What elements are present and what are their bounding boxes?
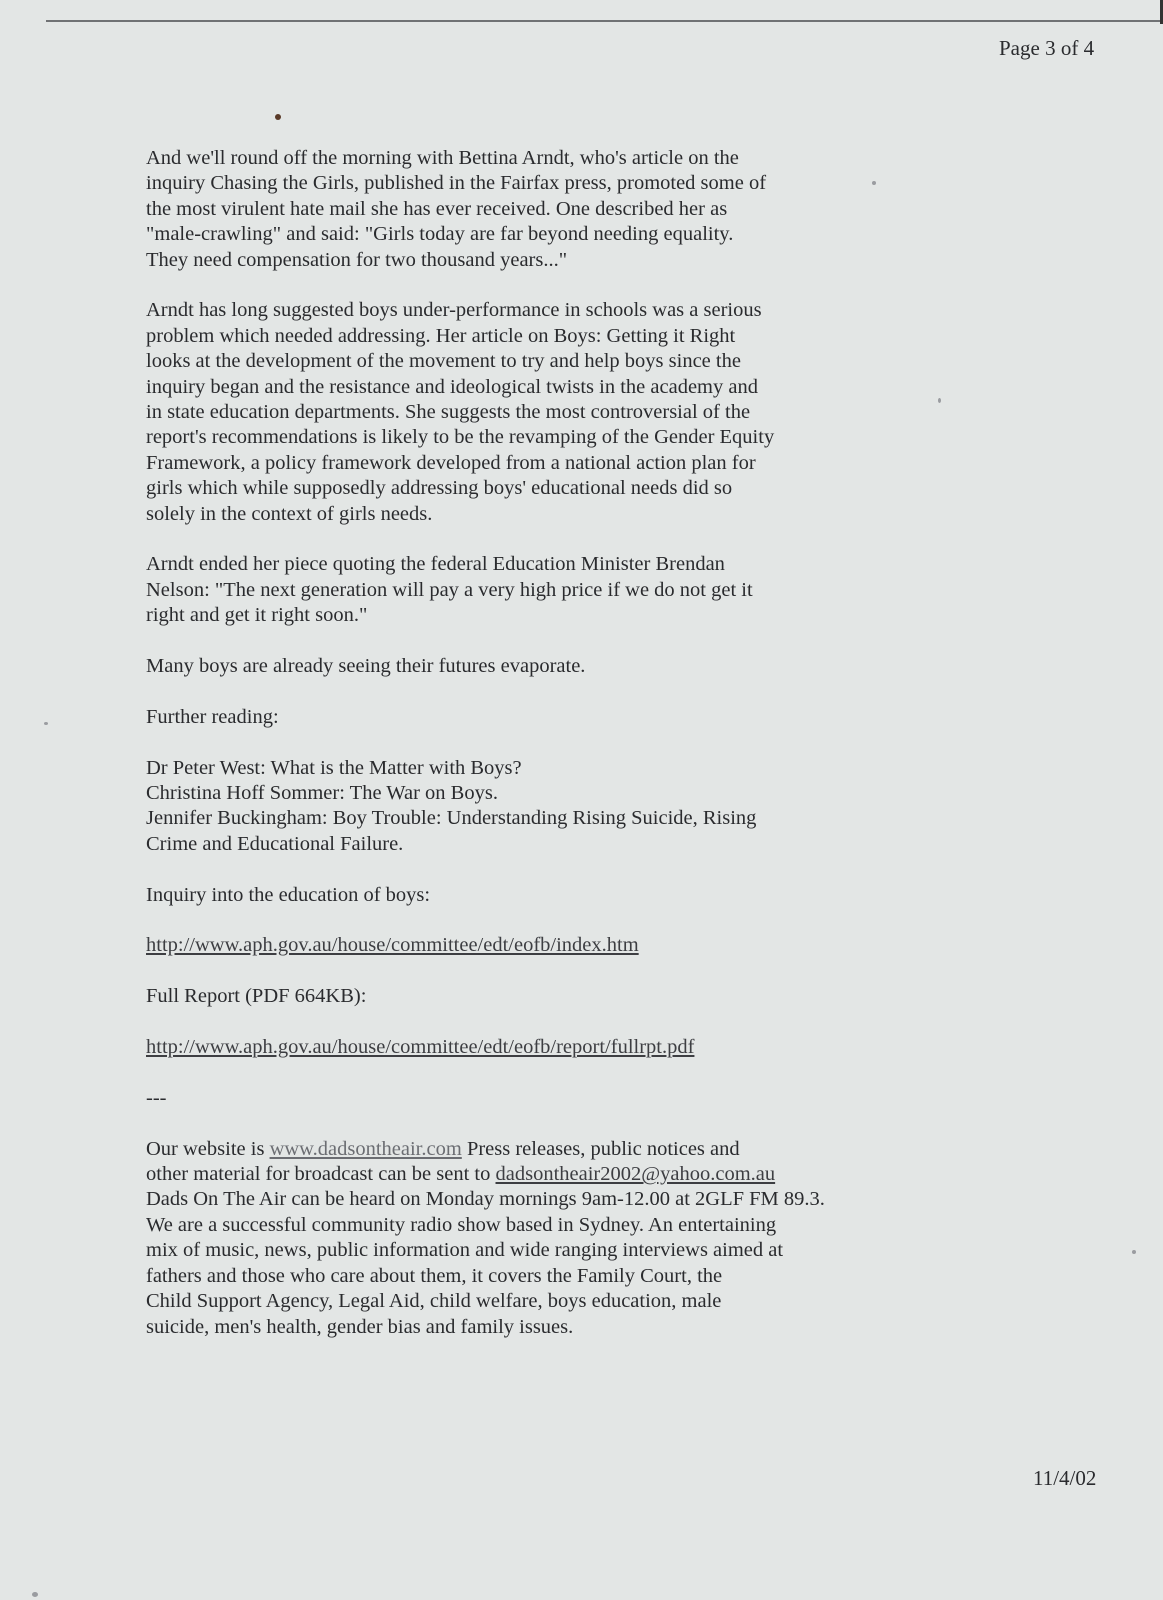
text-line: the most virulent hate mail she has ever received. One described her as (146, 197, 728, 220)
ink-dot (275, 114, 281, 120)
text-line: Framework, a policy framework developed from a national action plan for (146, 451, 756, 474)
full-report-label (146, 984, 946, 1009)
text-line: looks at the development of the movement to try and help boys since the (146, 350, 741, 373)
reading-list-item: Christina Hoff Sommer: The War on Boys. (146, 782, 498, 805)
text-line: right and get it right soon." (146, 604, 368, 627)
reading-list-item: Crime and Educational Failure. (146, 832, 404, 855)
further-reading-heading (146, 705, 946, 730)
text-line: They need compensation for two thousand years..." (146, 248, 568, 271)
separator (146, 1086, 946, 1111)
text-line: Inquiry into the education of boys: (146, 883, 431, 906)
text-line: Full Report (PDF 664KB): (146, 985, 367, 1008)
text-line: report's recommendations is likely to be the revamping of the Gender Equity (146, 426, 775, 449)
website-line (146, 1137, 946, 1162)
paragraph-intro (146, 146, 946, 273)
text-line: Nelson: "The next generation will pay a very high price if we do not get it (146, 578, 753, 601)
paragraph-futures (146, 654, 946, 679)
text-line: problem which needed addressing. Her article on Boys: Getting it Right (146, 324, 736, 347)
email-link[interactable]: dadsontheair2002@yahoo.com.au (495, 1163, 776, 1186)
text-line: Arndt ended her piece quoting the federal Education Minister Brendan (146, 553, 725, 576)
reading-list (146, 756, 946, 858)
website-suffix: Press releases, public notices and (461, 1137, 740, 1160)
about-paragraph (146, 1137, 946, 1340)
print-date: 11/4/02 (1033, 1466, 1097, 1490)
text-line: Further reading: (146, 705, 279, 728)
page-number: Page 3 of 4 (999, 36, 1095, 60)
email-prefix: other material for broadcast can be sent to (146, 1163, 496, 1186)
text-line: in state education departments. She suggests the most controversial of the (146, 401, 751, 424)
text-line: Child Support Agency, Legal Aid, child welfare, boys education, male (146, 1290, 722, 1313)
email-line (146, 1162, 946, 1187)
full-report-link-paragraph (146, 1035, 946, 1060)
text-line: girls which while supposedly addressing boys' educational needs did so (146, 477, 733, 500)
text-line: mix of music, news, public information and wide ranging interviews aimed at (146, 1239, 784, 1262)
text-line: inquiry began and the resistance and ideological twists in the academy and (146, 375, 758, 398)
reading-list-item: Dr Peter West: What is the Matter with Boys? (146, 756, 522, 779)
website-link[interactable]: www.dadsontheair.com (269, 1137, 462, 1160)
paragraph-arndt-article (146, 298, 946, 527)
inquiry-link-paragraph (146, 933, 946, 958)
paragraph-quote (146, 552, 946, 628)
text-line: fathers and those who care about them, it covers the Family Court, the (146, 1264, 723, 1287)
text-line: inquiry Chasing the Girls, published in the Fairfax press, promoted some of (146, 172, 767, 195)
inquiry-link[interactable]: http://www.aph.gov.au/house/committee/edt/eofb/index.htm (146, 934, 639, 957)
text-line: Many boys are already seeing their futures evaporate. (146, 655, 586, 678)
website-prefix: Our website is (146, 1137, 270, 1160)
text-line: solely in the context of girls needs. (146, 502, 433, 525)
speck (32, 1592, 38, 1597)
inquiry-label (146, 883, 946, 908)
text-line: We are a successful community radio show based in Sydney. An entertaining (146, 1213, 777, 1236)
text-line: Dads On The Air can be heard on Monday mornings 9am-12.00 at 2GLF FM 89.3. (146, 1188, 825, 1211)
speck (44, 722, 48, 725)
text-line: And we'll round off the morning with Bettina Arndt, who's article on the (146, 147, 739, 169)
text-line: suicide, men's health, gender bias and family issues. (146, 1315, 574, 1338)
reading-list-item: Jennifer Buckingham: Boy Trouble: Understanding Rising Suicide, Rising (146, 807, 757, 830)
separator-text: --- (146, 1086, 167, 1109)
text-line: "male-crawling" and said: "Girls today are far beyond needing equality. (146, 223, 734, 246)
scan-edge-line (46, 20, 1163, 22)
document-body (146, 146, 946, 1365)
speck (1132, 1250, 1136, 1254)
full-report-link[interactable]: http://www.aph.gov.au/house/committee/edt/eofb/report/fullrpt.pdf (146, 1036, 695, 1059)
text-line: Arndt has long suggested boys under-performance in schools was a serious (146, 299, 762, 322)
